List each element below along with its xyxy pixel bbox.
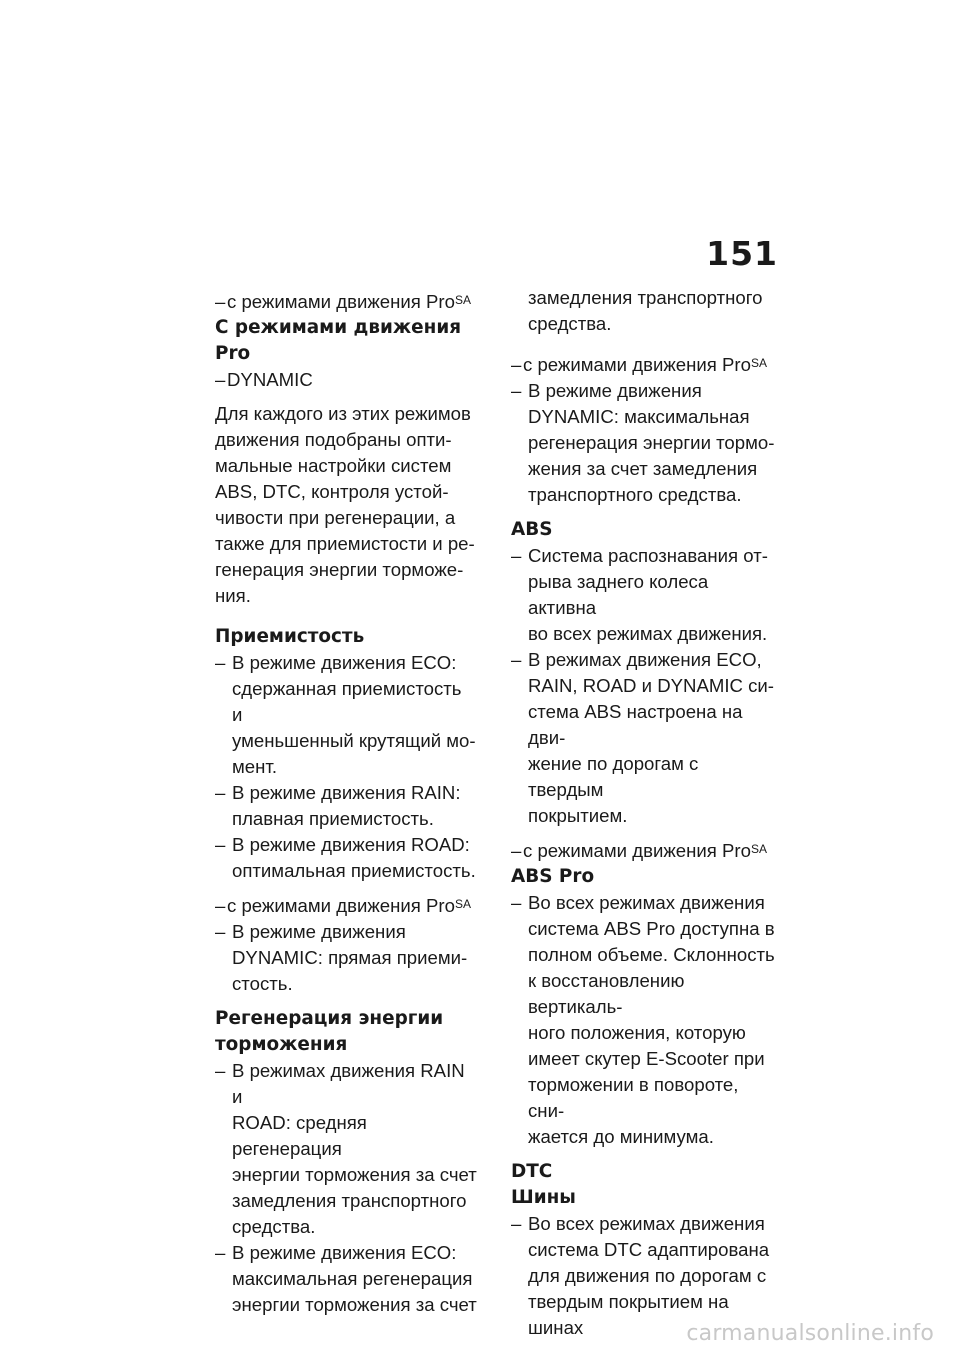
list-item: – В режимах движения ECO, RAIN, ROAD и DYNAMIC си- стема ABS настроена на дви- жение по дорогам с твердым покрытием. [511,647,777,829]
condition-note [215,289,477,315]
condition-note: – с режимами движения Pro$^{SA}$ [511,352,777,378]
sa-superscript: SA [454,293,471,307]
section-heading-tires: Шины [511,1187,576,1208]
intro-paragraph: Для каждого из этих режимов движения подобраны опти- мальные настройки систем ABS, DTC, контроля устой- чивости при регенерации, а также для приемистости и ре- генерация энергии торможе- ния. [215,403,475,606]
list-item: – В режимах движения RAIN и ROAD: средняя регенерация энергии торможения за счет замедления транспортного средства. [215,1058,477,1240]
left-column [215,289,477,1318]
sa-superscript: SA [750,356,767,370]
list-item: – Во всех режимах движения система ABS Pro доступна в полном объеме. Склонность к восстановлению вертикаль- ного положения, которую имеет скутер E-Scooter при торможении в повороте, сни- жается до минимума. [511,890,777,1150]
continued-text: замедления транспортного средства. [528,287,763,334]
section-heading-dtc: DTC [511,1161,553,1182]
section-heading-throttle: Приемистость [215,626,365,647]
right-column [511,285,777,1341]
section-heading-modes: С режимами движения Pro [215,317,462,364]
sa-superscript: SA [750,842,767,856]
condition-text: с режимами движения Pro [227,291,455,312]
list-item: – Система распознавания от- рыва заднего колеса активна во всех режимах движения. [511,543,777,647]
watermark: carmanualsonline.info [686,1321,934,1346]
section-heading-abs-pro: ABS Pro [511,866,595,887]
list-item: – В режиме движения RAIN: плавная приемистость. [215,780,477,832]
section-heading-abs: ABS [511,519,553,540]
section-heading-regen: Регенерация энергии торможения [215,1008,444,1055]
list-item: – В режиме движения ECO: сдержанная приемистость и уменьшенный крутящий мо- мент. [215,650,477,780]
sa-superscript: SA [454,897,471,911]
list-item: – В режиме движения ECO: максимальная регенерация энергии торможения за счет [215,1240,477,1318]
list-item: – В режиме движения DYNAMIC: максимальная регенерация энергии тормо- жения за счет замедления транспортного средства. [511,378,777,508]
list-item: – В режиме движения ROAD: оптимальная приемистость. [215,832,477,884]
list-item: – В режиме движения DYNAMIC: прямая приеми- стость. [215,919,477,997]
mode-item: – DYNAMIC [215,367,477,393]
condition-note: – с режимами движения Pro$^{SA}$ [215,893,477,919]
condition-note: – с режимами движения Pro$^{SA}$ [511,838,777,864]
page-number: 151 [706,234,778,273]
list-item: – Во всех режимах движения система DTC адаптирована для движения по дорогам с твердым покрытием на шинах [511,1211,777,1341]
